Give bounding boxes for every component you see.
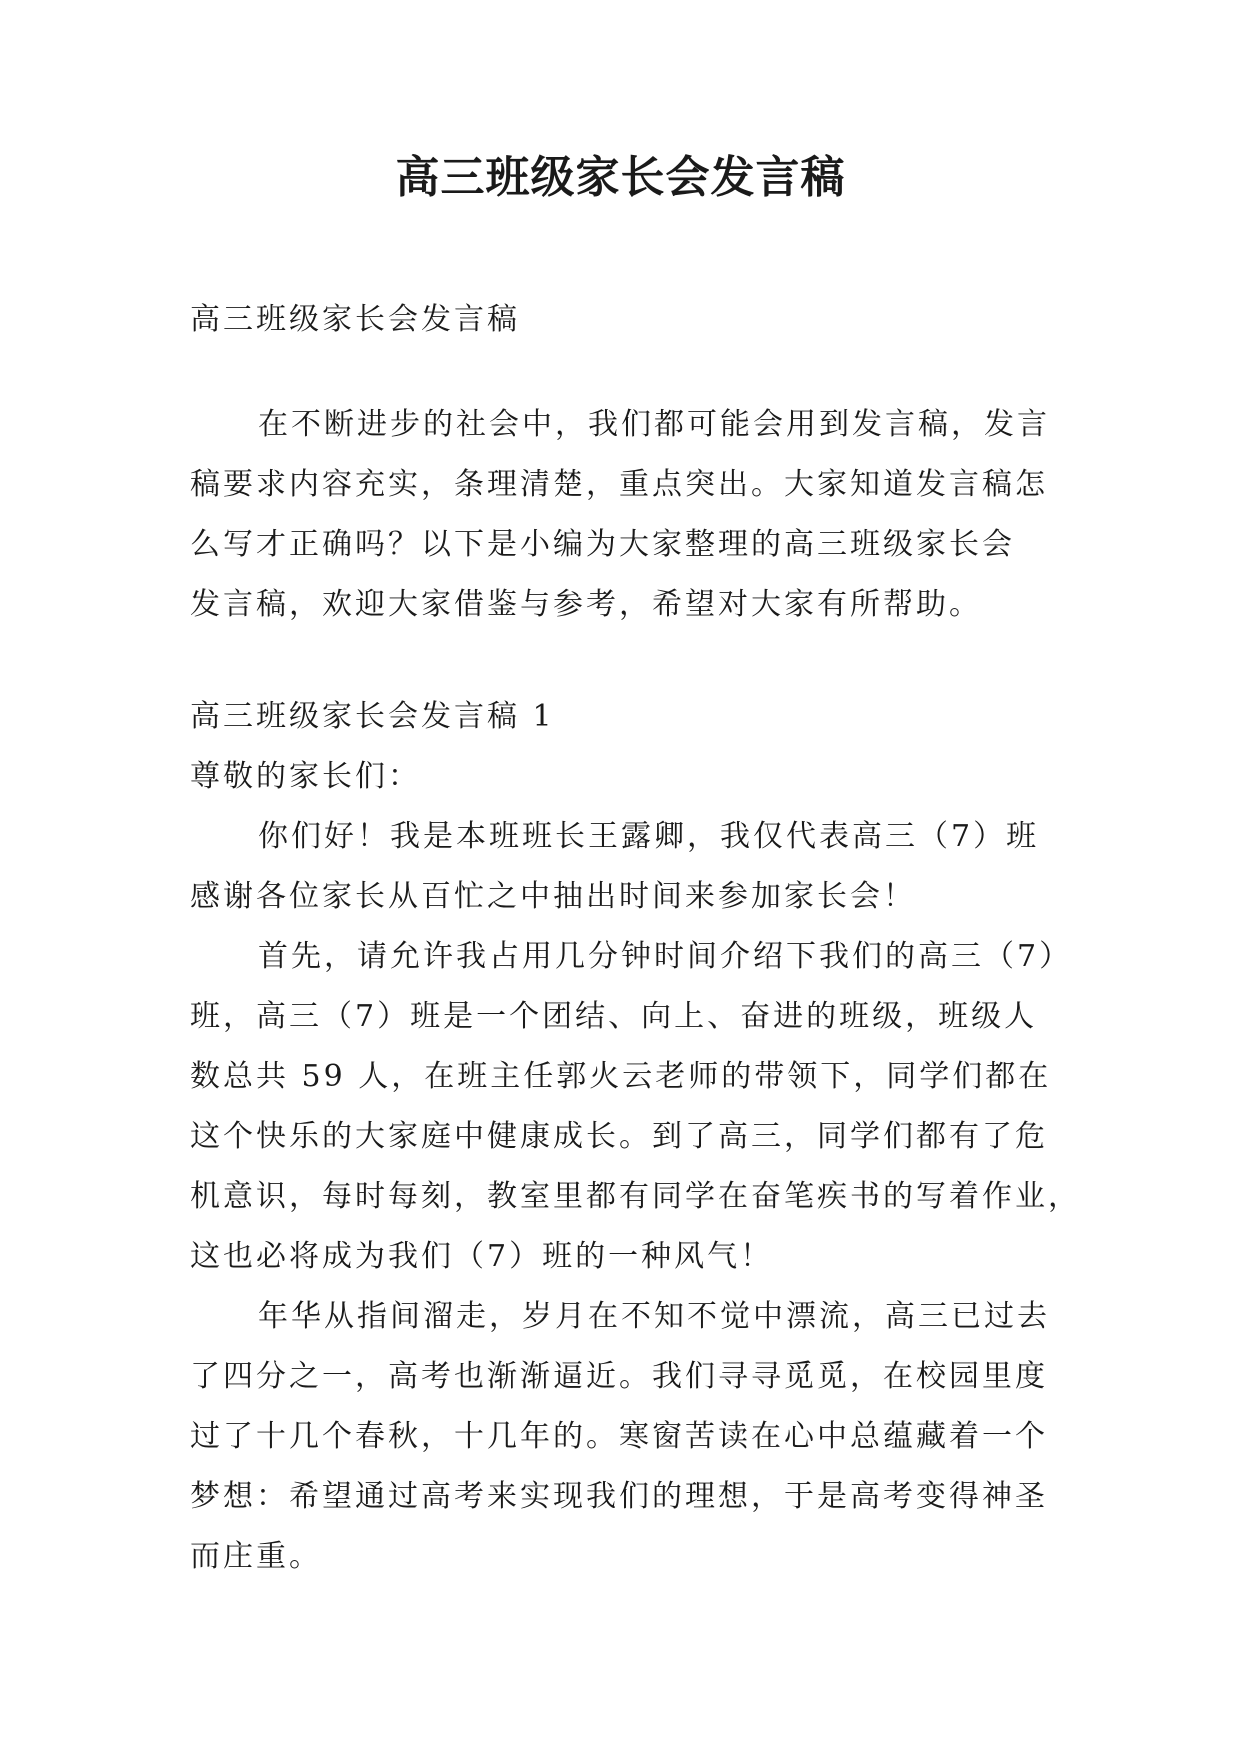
paragraph-line: 这也必将成为我们（7）班的一种风气！ — [190, 1239, 774, 1274]
paragraph-line: 了四分之一，高考也渐渐逼近。我们寻寻觅觅，在校园里度 — [190, 1359, 1048, 1394]
paragraph-line: 班，高三（7）班是一个团结、向上、奋进的班级，班级人 — [190, 999, 1038, 1034]
paragraph-line: 机意识，每时每刻，教室里都有同学在奋笔疾书的写着作业， — [190, 1179, 1081, 1214]
paragraph-line: 梦想：希望通过高考来实现我们的理想，于是高考变得神圣 — [190, 1479, 1048, 1514]
body-paragraph-3 — [190, 1287, 1056, 1587]
salutation: 尊敬的家长们： — [190, 759, 421, 794]
paragraph-line: 数总共 59 人，在班主任郭火云老师的带领下，同学们都在 — [190, 1059, 1052, 1094]
intro-paragraph — [190, 395, 1056, 635]
document-title: 高三班级家长会发言稿 — [395, 152, 846, 203]
document-subtitle: 高三班级家长会发言稿 — [190, 302, 520, 337]
paragraph-line: 感谢各位家长从百忙之中抽出时间来参加家长会！ — [190, 879, 916, 914]
spacer — [190, 635, 1056, 687]
paragraph-line: 年华从指间溜走，岁月在不知不觉中漂流，高三已过去 — [258, 1299, 1050, 1334]
paragraph-line: 而庄重。 — [190, 1539, 322, 1574]
paragraph-line: 你们好！我是本班班长王露卿，我仅代表高三（7）班 — [258, 819, 1040, 854]
section-heading: 高三班级家长会发言稿 1 — [190, 699, 555, 734]
body-paragraph-1 — [190, 807, 1056, 927]
body-paragraph-2 — [190, 927, 1081, 1287]
document-body — [190, 290, 1081, 1587]
intro-line: 发言稿，欢迎大家借鉴与参考，希望对大家有所帮助。 — [190, 587, 982, 622]
spacer — [190, 350, 1056, 395]
intro-line: 么写才正确吗？以下是小编为大家整理的高三班级家长会 — [190, 527, 1015, 562]
intro-line: 稿要求内容充实，条理清楚，重点突出。大家知道发言稿怎 — [190, 467, 1048, 502]
paragraph-line: 过了十几个春秋，十几年的。寒窗苦读在心中总蕴藏着一个 — [190, 1419, 1048, 1454]
intro-line: 在不断进步的社会中，我们都可能会用到发言稿，发言 — [258, 407, 1050, 442]
paragraph-line: 这个快乐的大家庭中健康成长。到了高三，同学们都有了危 — [190, 1119, 1048, 1154]
paragraph-line: 首先，请允许我占用几分钟时间介绍下我们的高三（7） — [258, 939, 1073, 974]
